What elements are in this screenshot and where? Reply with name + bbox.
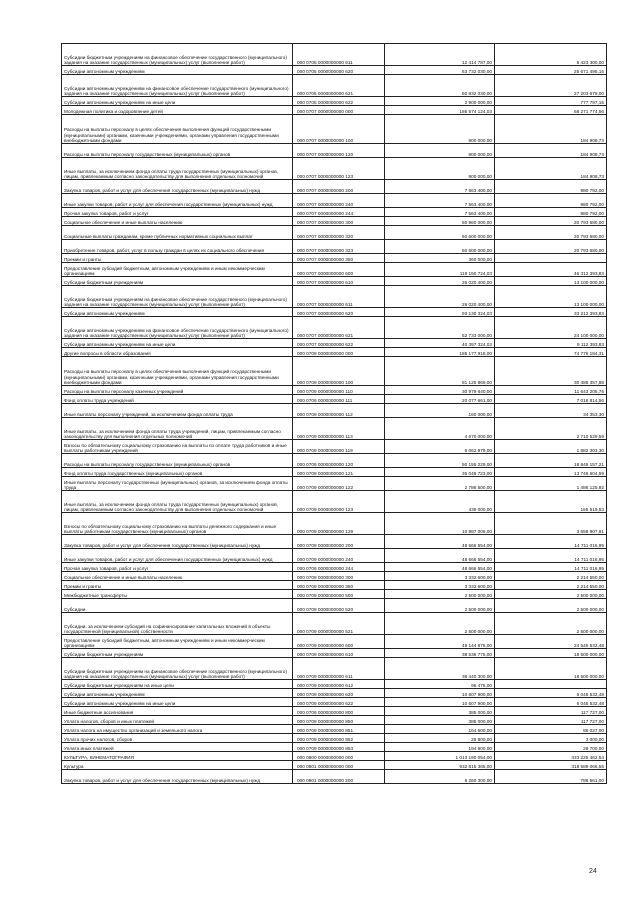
table-row — [62, 743, 607, 752]
row-budget-code: 000 0709 0000000000 120 — [293, 454, 385, 468]
row-budget-code: 000 0707 0000000000 240 — [293, 194, 385, 208]
row-actual-amount: 20 793 680,00 — [495, 240, 607, 254]
row-plan-amount: 385 000,00 — [385, 707, 495, 716]
row-plan-amount: 3 332 600,00 — [385, 572, 495, 581]
row-plan-amount: 81 125 869,00 — [385, 357, 495, 386]
row-plan-amount: 185 177 918,00 — [385, 348, 495, 357]
row-budget-code: 000 0709 0000000000 240 — [293, 549, 385, 563]
row-budget-code: 000 0705 0000000000 611 — [293, 44, 385, 66]
row-actual-amount: 5 423 300,00 — [495, 44, 607, 66]
row-plan-amount: 52 733 000,00 — [385, 317, 495, 339]
table-row — [62, 395, 607, 404]
row-description: Субсидии бюджетным учреждениям на финансовое обеспечение государственного (муниципального) задания на оказание государственных (муниципальных) услуг (выполнение работ) — [62, 286, 293, 308]
row-description: Субсидии автономным учреждениям — [62, 689, 293, 698]
row-plan-amount: 186 574 124,03 — [385, 106, 495, 115]
row-plan-amount: 160 000,00 — [385, 404, 495, 418]
table-row — [62, 477, 607, 491]
row-description: Иные выплаты, за исключением фонда оплаты труда учреждений, лицам, привлекаемым согласно законодательству для выполнения отдельных полномочий — [62, 418, 293, 440]
row-budget-code: 000 0709 0000000000 122 — [293, 477, 385, 491]
row-actual-amount: 20 793 680,00 — [495, 217, 607, 226]
row-actual-amount: 318 589 066,55 — [495, 761, 607, 770]
row-budget-code: 000 0709 0000000000 112 — [293, 404, 385, 418]
row-budget-code: 000 0705 0000000000 622 — [293, 97, 385, 106]
table-row — [62, 348, 607, 357]
row-actual-amount: 980 792,00 — [495, 180, 607, 194]
table-row — [62, 263, 607, 277]
row-budget-code: 000 0707 0000000000 320 — [293, 226, 385, 240]
row-actual-amount: 13 100 000,00 — [495, 286, 607, 308]
row-plan-amount: 7 563 400,00 — [385, 180, 495, 194]
row-plan-amount: 10 607 900,00 — [385, 698, 495, 707]
row-actual-amount: 6 045 532,48 — [495, 689, 607, 698]
row-budget-code: 000 0709 0000000000 850 — [293, 716, 385, 725]
row-description: Взносы по обязательному социальному страхованию на выплаты денежного содержания и иные выплаты работникам государственных (муниципальных) органов — [62, 513, 293, 535]
row-budget-code: 000 0709 0000000000 300 — [293, 572, 385, 581]
row-plan-amount: 40 397 324,03 — [385, 339, 495, 348]
row-description: Субсидии автономным учреждениям — [62, 308, 293, 317]
table-row — [62, 286, 607, 308]
row-budget-code: 000 0705 0000000000 621 — [293, 75, 385, 97]
row-description: Социальное обеспечение и иные выплаты населению — [62, 217, 293, 226]
row-actual-amount: 184 908,73 — [495, 115, 607, 144]
table-row — [62, 689, 607, 698]
row-actual-amount: 2 500 000,00 — [495, 599, 607, 613]
table-row — [62, 752, 607, 761]
row-description: Прочая закупка товаров, работ и услуг — [62, 563, 293, 572]
row-budget-code: 000 0707 0000000000 200 — [293, 180, 385, 194]
table-row — [62, 725, 607, 734]
row-budget-code: 000 0707 0000000000 620 — [293, 308, 385, 317]
row-plan-amount: 2 500 000,00 — [385, 590, 495, 599]
row-actual-amount: 74 776 184,31 — [495, 348, 607, 357]
table-row — [62, 217, 607, 226]
row-budget-code: 000 0709 0000000000 610 — [293, 649, 385, 658]
table-row — [62, 240, 607, 254]
table-row — [62, 75, 607, 97]
table-row — [62, 716, 607, 725]
row-actual-amount: 117 727,00 — [495, 707, 607, 716]
table-row — [62, 194, 607, 208]
row-actual-amount: 20 793 680,00 — [495, 226, 607, 240]
row-budget-code: 000 0709 0000000000 800 — [293, 707, 385, 716]
row-actual-amount: 68 271 774,56 — [495, 106, 607, 115]
table-body — [62, 44, 607, 784]
table-row — [62, 440, 607, 454]
row-budget-code: 000 0800 0000000000 000 — [293, 752, 385, 761]
table-row — [62, 590, 607, 599]
table-row — [62, 581, 607, 590]
row-budget-code: 000 0709 0000000000 200 — [293, 535, 385, 549]
row-actual-amount: 26 671 495,15 — [495, 66, 607, 75]
row-budget-code: 000 0709 0000000000 000 — [293, 348, 385, 357]
table-row — [62, 563, 607, 572]
row-budget-code: 000 0709 0000000000 620 — [293, 689, 385, 698]
row-description: Закупка товаров, работ и услуг для обеспечения государственных (муниципальных) нужд — [62, 535, 293, 549]
table-row — [62, 418, 607, 440]
row-plan-amount: 48 666 554,00 — [385, 563, 495, 572]
row-actual-amount: 155 519,53 — [495, 491, 607, 513]
row-description: Субсидии бюджетным учреждениям на финансовое обеспечение государственного (муниципального) задания на оказание государственных (муниципальных) услуг (выполнение работ) — [62, 658, 293, 680]
row-actual-amount: 777 797,15 — [495, 97, 607, 106]
row-budget-code: 000 0709 0000000000 600 — [293, 635, 385, 649]
table-row — [62, 44, 607, 66]
row-plan-amount: 4 670 000,00 — [385, 418, 495, 440]
row-plan-amount: 48 666 554,00 — [385, 549, 495, 563]
row-plan-amount: 2 500 000,00 — [385, 599, 495, 613]
row-plan-amount: 26 020 400,00 — [385, 277, 495, 286]
table-row — [62, 339, 607, 348]
row-plan-amount: 2 900 000,00 — [385, 97, 495, 106]
row-plan-amount: 12 414 787,00 — [385, 44, 495, 66]
table-row — [62, 254, 607, 263]
row-budget-code: 000 0709 0000000000 852 — [293, 734, 385, 743]
report-page — [61, 43, 604, 784]
row-plan-amount: 900 000,00 — [385, 115, 495, 144]
row-actual-amount: 18 500 000,00 — [495, 649, 607, 658]
row-actual-amount: 786 561,00 — [495, 770, 607, 784]
row-description: Расходы на выплаты персоналу казенных учреждений — [62, 386, 293, 395]
row-budget-code: 000 0709 0000000000 350 — [293, 581, 385, 590]
row-actual-amount — [495, 254, 607, 263]
table-row — [62, 404, 607, 418]
table-row — [62, 770, 607, 784]
row-budget-code: 000 0709 0000000000 129 — [293, 513, 385, 535]
row-description: Субсидии, за исключением субсидий на софинансирование капитальных вложений в объекты государственной (муниципальной) собственности — [62, 613, 293, 635]
row-description: Субсидии автономным учреждениям на финансовое обеспечение государственного (муниципального) задания на оказание государственных (муниципальных) услуг (выполнение работ) — [62, 317, 293, 339]
row-description: Субсидии бюджетным учреждениям на иные цели — [62, 680, 293, 689]
table-row — [62, 707, 607, 716]
row-budget-code: 000 0709 0000000000 622 — [293, 698, 385, 707]
row-plan-amount: 7 563 400,00 — [385, 194, 495, 208]
row-description: Премии и гранты — [62, 581, 293, 590]
table-row — [62, 572, 607, 581]
row-description: Уплата прочих налогов, сборов — [62, 734, 293, 743]
row-actual-amount: 3 000,00 — [495, 734, 607, 743]
row-budget-code: 000 0707 0000000000 244 — [293, 208, 385, 217]
row-plan-amount: 900 000,00 — [385, 158, 495, 180]
row-actual-amount: 1 486 125,92 — [495, 477, 607, 491]
row-actual-amount: 13 746 604,59 — [495, 468, 607, 477]
row-description: Субсидии автономным учреждениям на иные цели — [62, 698, 293, 707]
row-budget-code: 000 0709 0000000000 123 — [293, 491, 385, 513]
row-plan-amount: 119 150 724,03 — [385, 263, 495, 277]
row-plan-amount: 6 062 979,00 — [385, 440, 495, 454]
row-actual-amount: 86 027,00 — [495, 725, 607, 734]
table-row — [62, 491, 607, 513]
row-plan-amount: 900 000,00 — [385, 144, 495, 158]
row-actual-amount: 14 711 016,95 — [495, 563, 607, 572]
row-budget-code: 000 0705 0000000000 620 — [293, 66, 385, 75]
row-plan-amount: 50 155 229,00 — [385, 454, 495, 468]
table-row — [62, 66, 607, 75]
table-row — [62, 549, 607, 563]
row-actual-amount: 13 100 000,00 — [495, 277, 607, 286]
table-row — [62, 144, 607, 158]
row-actual-amount: 34 353,30 — [495, 404, 607, 418]
row-plan-amount: 36 049 723,00 — [385, 468, 495, 477]
row-plan-amount: 6 260 300,00 — [385, 770, 495, 784]
row-description: Закупка товаров, работ и услуг для обеспечения государственных (муниципальных) нужд — [62, 180, 293, 194]
row-plan-amount: 60 600 000,00 — [385, 226, 495, 240]
row-budget-code: 000 0709 0000000000 612 — [293, 680, 385, 689]
row-actual-amount: 18 846 157,21 — [495, 454, 607, 468]
row-actual-amount: 184 908,73 — [495, 144, 607, 158]
row-plan-amount: 3 332 600,00 — [385, 581, 495, 590]
row-budget-code: 000 0707 0000000000 300 — [293, 217, 385, 226]
row-actual-amount: 184 908,73 — [495, 158, 607, 180]
table-row — [62, 308, 607, 317]
row-budget-code: 000 0709 0000000000 119 — [293, 440, 385, 454]
row-actual-amount: 3 658 907,91 — [495, 513, 607, 535]
row-description: Социальное обеспечение и иные выплаты населению — [62, 572, 293, 581]
row-budget-code: 000 0709 0000000000 110 — [293, 386, 385, 395]
row-description: Предоставление субсидий бюджетным, автономным учреждениям и иным некоммерческим организациям — [62, 635, 293, 649]
row-plan-amount: 38 440 300,00 — [385, 658, 495, 680]
row-description: Закупка товаров, работ и услуг для обеспечения государственных (муниципальных) нужд — [62, 770, 293, 784]
row-actual-amount: 333 225 462,54 — [495, 752, 607, 761]
row-plan-amount: 164 600,00 — [385, 725, 495, 734]
row-description: Иные выплаты персоналу государственных (муниципальных) органов, за исключением фонда оплаты труда — [62, 477, 293, 491]
row-description: Уплата налога на имущество организаций и земельного налога — [62, 725, 293, 734]
row-description: Субсидии автономным учреждениям на иные цели — [62, 97, 293, 106]
row-actual-amount: 117 727,00 — [495, 716, 607, 725]
row-plan-amount: 26 020 400,00 — [385, 286, 495, 308]
row-budget-code: 000 0709 0000000000 113 — [293, 418, 385, 440]
row-description: Молодежная политика и оздоровление детей — [62, 106, 293, 115]
row-actual-amount: 24 545 532,48 — [495, 635, 607, 649]
row-description: Субсидии автономным учреждениям — [62, 66, 293, 75]
table-row — [62, 454, 607, 468]
table-row — [62, 649, 607, 658]
table-row — [62, 317, 607, 339]
row-description: Субсидии бюджетным учреждениям — [62, 649, 293, 658]
row-plan-amount: 194 600,00 — [385, 743, 495, 752]
row-actual-amount: 1 882 303,30 — [495, 440, 607, 454]
table-row — [62, 535, 607, 549]
page-number: 24 — [589, 868, 597, 875]
table-row — [62, 658, 607, 680]
row-budget-code: 000 0709 0000000000 611 — [293, 658, 385, 680]
row-description: Межбюджетные трансферты — [62, 590, 293, 599]
row-budget-code: 000 0709 0000000000 500 — [293, 590, 385, 599]
row-budget-code: 000 0709 0000000000 521 — [293, 613, 385, 635]
row-description: Фонд оплаты труда государственных (муниципальных) органов — [62, 468, 293, 477]
row-description: Субсидии автономным учреждениям на иные цели — [62, 339, 293, 348]
row-budget-code: 000 0707 0000000000 123 — [293, 158, 385, 180]
table-row — [62, 635, 607, 649]
row-actual-amount: 980 792,00 — [495, 194, 607, 208]
row-plan-amount: 38 536 775,00 — [385, 649, 495, 658]
row-description: Субсидии бюджетным учреждениям — [62, 277, 293, 286]
row-description: Взносы по обязательному социальному страхованию на выплаты по оплате труда работников и иные выплаты работникам учреждений — [62, 440, 293, 454]
row-actual-amount: 46 312 393,83 — [495, 263, 607, 277]
row-plan-amount: 10 607 900,00 — [385, 689, 495, 698]
row-description: КУЛЬТУРА, КИНЕМАТОГРАФИЯ — [62, 752, 293, 761]
row-plan-amount: 385 000,00 — [385, 716, 495, 725]
row-budget-code: 000 0709 0000000000 121 — [293, 468, 385, 477]
table-row — [62, 277, 607, 286]
table-row — [62, 513, 607, 535]
row-plan-amount: 435 000,00 — [385, 491, 495, 513]
row-plan-amount: 49 144 875,00 — [385, 635, 495, 649]
table-row — [62, 357, 607, 386]
row-description: Прочая закупка товаров, работ и услуг — [62, 208, 293, 217]
row-description: Субсидии автономным учреждениям на финансовое обеспечение государственного (муниципального) задания на оказание государственных (муниципальных) услуг (выполнение работ) — [62, 75, 293, 97]
row-budget-code: 000 0707 0000000000 611 — [293, 286, 385, 308]
row-actual-amount: 28 700,00 — [495, 743, 607, 752]
row-description: Субсидии — [62, 599, 293, 613]
row-budget-code: 000 0709 0000000000 851 — [293, 725, 385, 734]
row-description: Иные выплаты, за исключением фонда оплаты труда государственных (муниципальных) органов, лицам, привлекаемым согласно законодательству для выполнения отдельных полномочий — [62, 158, 293, 180]
row-description: Культура — [62, 761, 293, 770]
row-budget-code: 000 0709 0000000000 244 — [293, 563, 385, 572]
row-budget-code: 000 0709 0000000000 111 — [293, 395, 385, 404]
row-description: Расходы на выплаты персоналу в целях обеспечения выполнения функций государственными (муниципальными) органами, казенными учреждениями, органами управления государственными внебюджетными фондами — [62, 357, 293, 386]
row-plan-amount: 20 077 661,00 — [385, 395, 495, 404]
row-plan-amount: 48 666 554,00 — [385, 535, 495, 549]
row-plan-amount: 7 563 400,00 — [385, 208, 495, 217]
row-description: Субсидии бюджетным учреждениям на финансовое обеспечение государственного (муниципального) задания на оказание государственных (муниципальных) услуг (выполнение работ) — [62, 44, 293, 66]
row-description: Иные закупки товаров, работ и услуг для обеспечения государственных (муниципальных) нужд — [62, 194, 293, 208]
row-plan-amount: 60 600 000,00 — [385, 240, 495, 254]
row-description: Иные выплаты, за исключением фонда оплаты труда государственных (муниципальных) органов, лицам, привлекаемым согласно законодательству для выполнения отдельных полномочий — [62, 491, 293, 513]
row-plan-amount: 53 732 030,00 — [385, 66, 495, 75]
row-description: Премии и гранты — [62, 254, 293, 263]
row-description: Предоставление субсидий бюджетным, автономным учреждениям и иным некоммерческим организациям — [62, 263, 293, 277]
table-row — [62, 97, 607, 106]
row-description: Приобретение товаров, работ, услуг в пользу граждан в целях их социального обеспечения — [62, 240, 293, 254]
row-actual-amount: 2 214 550,00 — [495, 572, 607, 581]
row-description: Иные выплаты персоналу учреждений, за исключением фонда оплаты труда — [62, 404, 293, 418]
table-row — [62, 208, 607, 217]
row-description: Фонд оплаты труда учреждений — [62, 395, 293, 404]
table-row — [62, 158, 607, 180]
row-plan-amount: 360 000,00 — [385, 254, 495, 263]
row-budget-code: 000 0709 0000000000 853 — [293, 743, 385, 752]
row-actual-amount: 11 643 205,75 — [495, 386, 607, 395]
table-row — [62, 226, 607, 240]
row-description: Расходы на выплаты персоналу в целях обеспечения выполнения функций государственными (муниципальными) органами, казенными учреждениями, органами управления государственными внебюджетными фондами — [62, 115, 293, 144]
table-row — [62, 599, 607, 613]
table-row — [62, 468, 607, 477]
row-plan-amount: 2 786 500,00 — [385, 477, 495, 491]
row-description: Другие вопросы в области образования — [62, 348, 293, 357]
row-budget-code: 000 0707 0000000000 610 — [293, 277, 385, 286]
row-description: Иные закупки товаров, работ и услуг для обеспечения государственных (муниципальных) нужд — [62, 549, 293, 563]
row-budget-code: 000 0707 0000000000 350 — [293, 254, 385, 263]
row-description: Уплата налогов, сборов и иных платежей — [62, 716, 293, 725]
row-budget-code: 000 0801 0000000000 000 — [293, 761, 385, 770]
row-budget-code: 000 0709 0000000000 100 — [293, 357, 385, 386]
table-row — [62, 698, 607, 707]
table-row — [62, 106, 607, 115]
row-budget-code: 000 0707 0000000000 120 — [293, 144, 385, 158]
row-actual-amount: 980 792,00 — [495, 208, 607, 217]
row-budget-code: 000 0707 0000000000 100 — [293, 115, 385, 144]
row-actual-amount: 6 045 532,48 — [495, 698, 607, 707]
budget-execution-table — [61, 43, 607, 784]
row-actual-amount: 2 500 000,00 — [495, 590, 607, 599]
row-description: Уплата иных платежей — [62, 743, 293, 752]
row-plan-amount: 2 500 000,00 — [385, 613, 495, 635]
row-budget-code: 000 0801 0000000000 200 — [293, 770, 385, 784]
row-actual-amount: 14 711 016,95 — [495, 535, 607, 549]
table-row — [62, 680, 607, 689]
row-plan-amount: 96 475,00 — [385, 680, 495, 689]
row-actual-amount: 7 016 814,56 — [495, 395, 607, 404]
table-row — [62, 386, 607, 395]
row-plan-amount: 10 887 006,00 — [385, 513, 495, 535]
row-plan-amount: 30 979 640,00 — [385, 386, 495, 395]
row-actual-amount: 24 100 000,00 — [495, 317, 607, 339]
row-actual-amount: 9 112 393,83 — [495, 339, 607, 348]
row-actual-amount — [495, 680, 607, 689]
row-description: Иные бюджетные ассигнования — [62, 707, 293, 716]
row-budget-code: 000 0707 0000000000 323 — [293, 240, 385, 254]
row-description: Расходы на выплаты персоналу государственных (муниципальных) органов — [62, 454, 293, 468]
table-row — [62, 734, 607, 743]
table-row — [62, 115, 607, 144]
row-plan-amount: 1 013 190 054,00 — [385, 752, 495, 761]
row-actual-amount: 2 500 000,00 — [495, 613, 607, 635]
row-budget-code: 000 0707 0000000000 600 — [293, 263, 385, 277]
table-row — [62, 180, 607, 194]
row-budget-code: 000 0707 0000000000 000 — [293, 106, 385, 115]
row-actual-amount: 27 203 679,00 — [495, 75, 607, 97]
row-actual-amount: 30 488 357,88 — [495, 357, 607, 386]
row-budget-code: 000 0707 0000000000 622 — [293, 339, 385, 348]
table-row — [62, 613, 607, 635]
row-description: Социальные выплаты гражданам, кроме публичных нормативных социальных выплат — [62, 226, 293, 240]
table-row — [62, 761, 607, 770]
row-budget-code: 000 0709 0000000000 520 — [293, 599, 385, 613]
row-plan-amount: 25 800,00 — [385, 734, 495, 743]
row-actual-amount: 33 212 393,83 — [495, 308, 607, 317]
row-budget-code: 000 0707 0000000000 621 — [293, 317, 385, 339]
row-plan-amount: 93 130 324,03 — [385, 308, 495, 317]
row-plan-amount: 50 832 030,00 — [385, 75, 495, 97]
row-actual-amount: 2 710 529,59 — [495, 418, 607, 440]
row-description: Расходы на выплаты персоналу государственных (муниципальных) органов — [62, 144, 293, 158]
row-plan-amount: 932 815 365,00 — [385, 761, 495, 770]
row-plan-amount: 60 960 000,00 — [385, 217, 495, 226]
row-actual-amount: 2 214 550,00 — [495, 581, 607, 590]
row-actual-amount: 18 500 000,00 — [495, 658, 607, 680]
row-actual-amount: 14 711 016,95 — [495, 549, 607, 563]
